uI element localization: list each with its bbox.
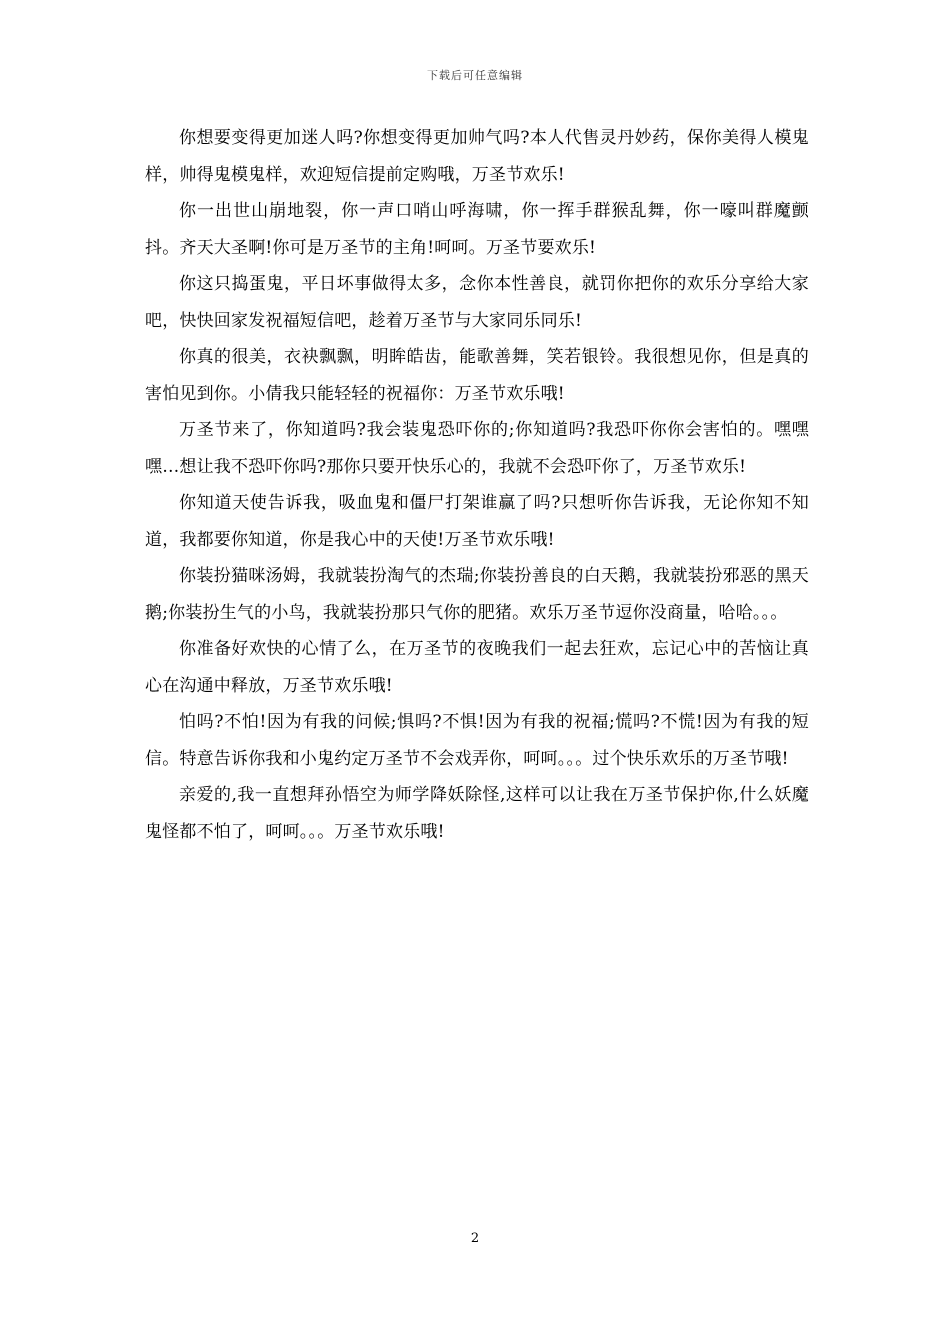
- paragraph: 你知道天使告诉我，吸血鬼和僵尸打架谁赢了吗?只想听你告诉我，无论你知不知道，我都要你知道，你是我心中的天使!万圣节欢乐哦!: [145, 493, 809, 550]
- paragraph: 万圣节来了，你知道吗?我会装鬼恐吓你的;你知道吗?我恐吓你你会害怕的。嘿嘿嘿…想让我不恐吓你吗?那你只要开快乐心的，我就不会恐吓你了，万圣节欢乐!: [145, 420, 809, 477]
- header-note: 下载后可任意编辑: [427, 69, 523, 82]
- paragraph: 你想要变得更加迷人吗?你想变得更加帅气吗?本人代售灵丹妙药，保你美得人模鬼样，帅得鬼模鬼样，欢迎短信提前定购哦，万圣节欢乐!: [145, 128, 809, 185]
- paragraph: 你这只捣蛋鬼，平日坏事做得太多，念你本性善良，就罚你把你的欢乐分享给大家吧，快快回家发祝福短信吧，趁着万圣节与大家同乐同乐!: [145, 274, 809, 331]
- paragraph: 亲爱的,我一直想拜孙悟空为师学降妖除怪,这样可以让我在万圣节保护你,什么妖魔鬼怪都不怕了，呵呵。。。万圣节欢乐哦!: [145, 785, 809, 842]
- paragraph: 你装扮猫咪汤姆，我就装扮淘气的杰瑞;你装扮善良的白天鹅，我就装扮邪恶的黑天鹅;你装扮生气的小鸟，我就装扮那只气你的肥猪。欢乐万圣节逗你没商量，哈哈。。。: [145, 566, 809, 623]
- paragraph: 你准备好欢快的心情了么，在万圣节的夜晚我们一起去狂欢，忘记心中的苦恼让真心在沟通中释放，万圣节欢乐哦!: [145, 639, 809, 696]
- paragraph: 你一出世山崩地裂，你一声口哨山呼海啸，你一挥手群猴乱舞，你一嚎叫群魔颤抖。齐天大圣啊!你可是万圣节的主角!呵呵。万圣节要欢乐!: [145, 201, 809, 258]
- paragraph: 怕吗?不怕!因为有我的问候;惧吗?不惧!因为有我的祝福;慌吗?不慌!因为有我的短信。特意告诉你我和小鬼约定万圣节不会戏弄你，呵呵。。。过个快乐欢乐的万圣节哦!: [145, 712, 809, 769]
- paragraph: 你真的很美，衣袂飘飘，明眸皓齿，能歌善舞，笑若银铃。我很想见你，但是真的害怕见到你。小倩我只能轻轻的祝福你：万圣节欢乐哦!: [145, 347, 809, 404]
- page-number: 2: [470, 1231, 480, 1246]
- document-body: [145, 120, 809, 850]
